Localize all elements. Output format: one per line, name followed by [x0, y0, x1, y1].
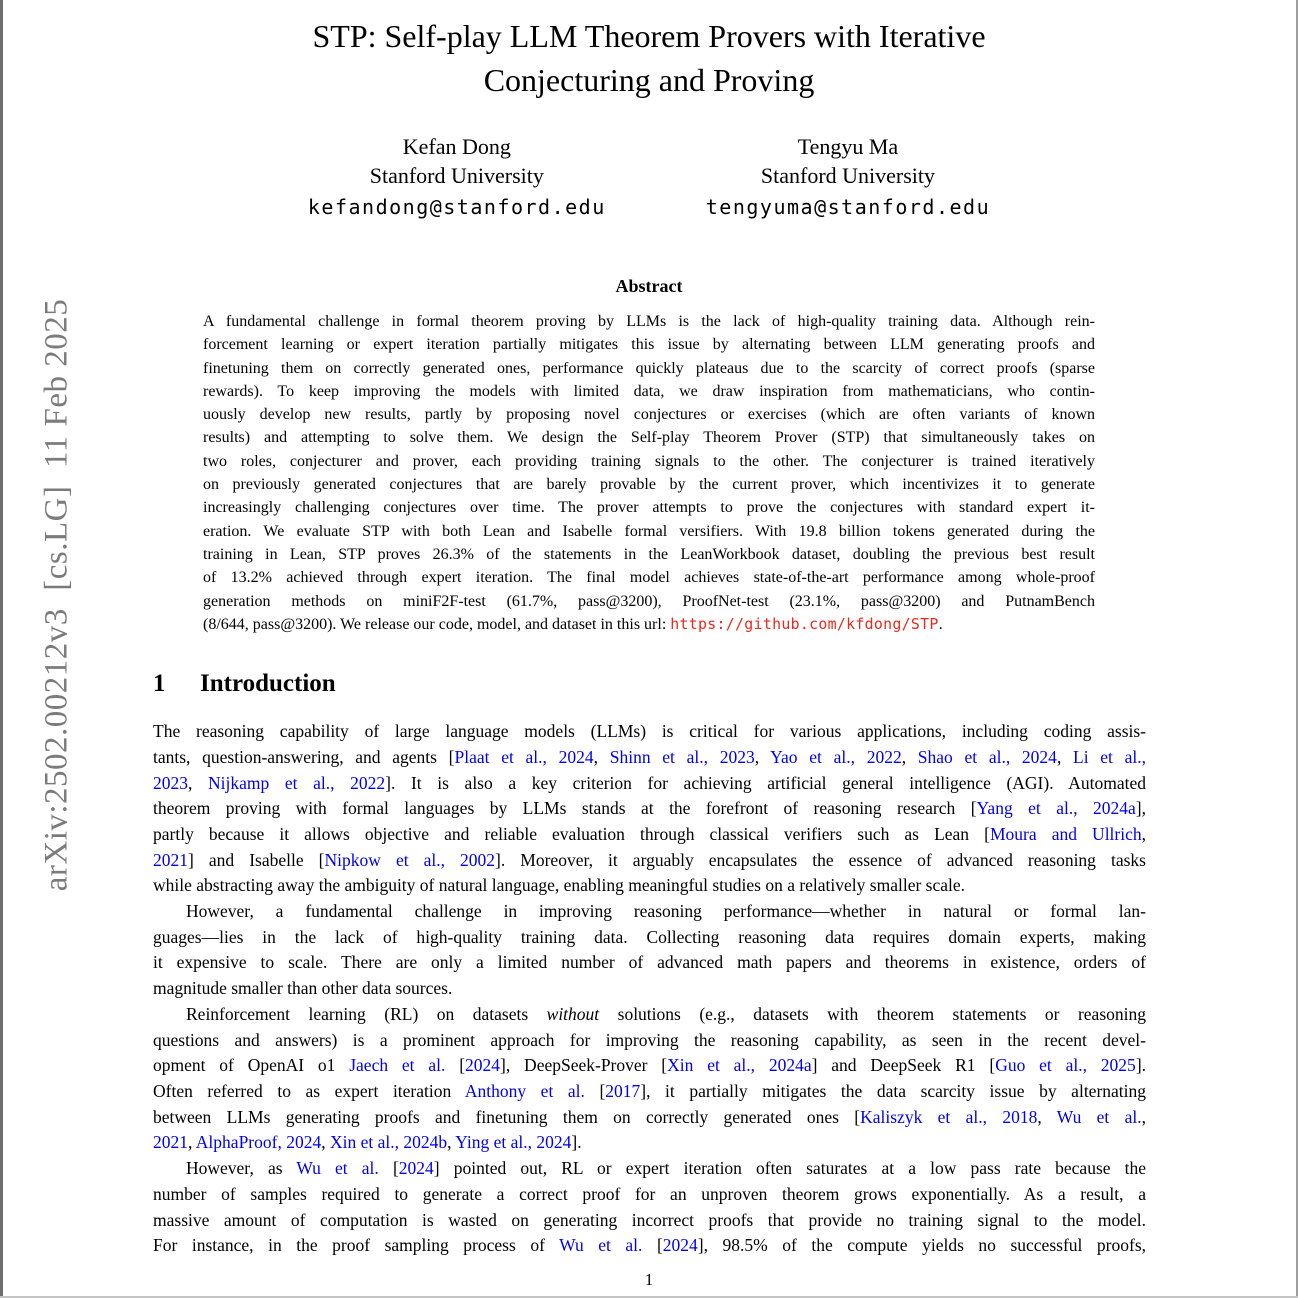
citation-link[interactable]: 2017 — [605, 1081, 641, 1101]
text-segment: without — [546, 1003, 600, 1024]
text-segment: rewards). To keep improving the models with limited data, we draw inspiration from mathematicians, who contin- — [203, 382, 1095, 400]
text-segment: results) and attempting to solve them. We design the Self-play Theorem Prover (STP) that simultaneously takes on — [203, 429, 1095, 447]
text-segment: Reinforcement learning (RL) on datasets — [186, 1003, 547, 1024]
text-line — [203, 613, 1095, 636]
citation-link[interactable]: Plaat et al., 2024 — [454, 746, 594, 767]
citation-link[interactable]: Shinn et al., 2023 — [609, 746, 755, 767]
text-line — [153, 745, 1146, 771]
paper-title-line1: STP: Self-play LLM Theorem Provers with Iterative — [312, 18, 986, 54]
text-segment: theorem proving with formal languages by LLMs stands at the forefront of reasoning research [ — [153, 798, 977, 819]
text-line — [153, 822, 1146, 848]
text-segment: , — [754, 746, 771, 767]
text-segment: ] and Isabelle [ — [188, 849, 325, 870]
section-heading-introduction — [153, 670, 1298, 698]
text-segment: ]. — [571, 1132, 582, 1153]
text-segment: However, as — [186, 1158, 297, 1179]
citation-link[interactable]: Yang et al., 2024a — [976, 798, 1136, 819]
text-segment: solutions (e.g., datasets with theorem statements or reasoning — [599, 1003, 1146, 1024]
paper-title — [149, 14, 1149, 102]
text-segment: . — [938, 615, 943, 633]
citation-link[interactable]: Guo et al., 2025 — [995, 1055, 1136, 1076]
abstract-text — [203, 310, 1095, 636]
text-segment: ]. Moreover, it arguably encapsulates the essence of advanced reasoning tasks — [495, 849, 1146, 870]
text-segment: while abstracting away the ambiguity of natural language, enabling meaningful studies on a relatively smaller scale. — [153, 875, 966, 896]
text-segment: , — [901, 746, 918, 767]
text-segment: between LLMs generating proofs and finetuning them on correctly generated ones [ — [153, 1106, 861, 1127]
text-segment: ]. — [1135, 1055, 1147, 1076]
citation-link[interactable]: Ying et al., 2024 — [455, 1132, 572, 1153]
url-link[interactable]: https://github.com/kfdong/STP — [670, 614, 939, 633]
citation-link[interactable]: 2023 — [153, 772, 188, 793]
text-line — [203, 590, 1095, 613]
text-line — [153, 1182, 1146, 1208]
citation-link[interactable]: Li et al., — [1073, 746, 1147, 767]
text-line — [153, 925, 1146, 951]
text-segment: [ — [445, 1055, 466, 1076]
text-segment: opment of OpenAI o1 — [153, 1055, 350, 1076]
author-1-email: kefandong@stanford.edu — [307, 195, 606, 219]
section-title: Introduction — [200, 670, 336, 698]
text-segment: [ — [584, 1081, 606, 1101]
text-segment: tants, question-answering, and agents [ — [153, 746, 455, 767]
text-line — [153, 1156, 1146, 1182]
citation-link[interactable]: Wu et al. — [559, 1235, 643, 1256]
citation-link[interactable]: Nijkamp et al., 2022 — [208, 772, 386, 793]
text-line — [153, 1208, 1146, 1234]
text-segment: number of samples required to generate a correct proof for an unproven theorem grows exponentially. As a result, a — [153, 1183, 1146, 1204]
author-2-email: tengyuma@stanford.edu — [705, 195, 991, 219]
text-segment: increasingly challenging conjectures over time. The prover attempts to prove the conjectures with standard expert it- — [203, 499, 1095, 517]
section-number: 1 — [153, 670, 166, 698]
text-segment: , — [593, 746, 610, 767]
citation-link[interactable]: Xin et al., 2024b — [329, 1132, 448, 1153]
text-segment: generation methods on miniF2F-test (61.7%, pass@3200), ProofNet-test (23.1%, pass@3200) and PutnamBench — [203, 592, 1095, 610]
text-line — [153, 873, 1146, 899]
text-line — [153, 950, 1146, 976]
text-segment: eration. We evaluate STP with both Lean and Isabelle formal versifiers. With 19.8 billion tokens generated during the — [203, 522, 1095, 540]
text-segment: ], 98.5% of the compute yields no successful proofs, — [697, 1235, 1147, 1256]
text-segment: two roles, conjecturer and prover, each providing training signals to the other. The conjecturer is trained iteratively — [203, 452, 1095, 470]
text-segment: (8/644, pass@3200). We release our code, model, and dataset in this url: — [203, 615, 671, 633]
text-line — [153, 1028, 1146, 1054]
text-segment: , — [1141, 1106, 1146, 1127]
citation-link[interactable]: 2021 — [153, 1132, 188, 1153]
author-2-affiliation: Stanford University — [760, 163, 936, 188]
text-line — [203, 450, 1095, 473]
text-segment: However, a fundamental challenge in improving reasoning performance—whether in natural or formal lan- — [186, 901, 1146, 922]
text-segment: partly because it allows objective and reliable evaluation through classical verifiers such as Lean [ — [153, 823, 990, 844]
paragraph — [153, 899, 1146, 1002]
author-1 — [308, 132, 606, 222]
arxiv-watermark: arXiv:2502.00212v3 [cs.LG] 11 Feb 2025 — [38, 298, 75, 892]
text-line — [203, 333, 1095, 356]
abstract-section — [203, 276, 1095, 636]
text-segment: ] pointed out, RL or expert iteration often saturates at a low pass rate because the — [433, 1158, 1147, 1179]
citation-link[interactable]: AlphaProof, 2024 — [195, 1132, 322, 1153]
text-segment: , — [1141, 823, 1146, 844]
citation-link[interactable]: 2021 — [153, 849, 188, 870]
text-segment: A fundamental challenge in formal theorem proving by LLMs is the lack of high-quality training data. Although rein- — [203, 313, 1095, 330]
text-line — [203, 310, 1095, 333]
citation-link[interactable]: Xin et al., 2024a — [667, 1055, 812, 1076]
text-segment: guages—lies in the lack of high-quality training data. Collecting reasoning data requires domain experts, making — [153, 926, 1146, 947]
text-segment: forcement learning or expert iteration partially mitigates this issue by alternating between LLM generating proofs and — [203, 336, 1095, 354]
citation-link[interactable]: 2024 — [465, 1055, 501, 1076]
author-1-name: Kefan Dong — [402, 134, 511, 159]
citation-link[interactable]: Kaliszyk et al., 2018 — [860, 1106, 1038, 1127]
text-segment: [ — [378, 1158, 399, 1179]
citation-link[interactable]: Shao et al., 2024 — [917, 746, 1057, 767]
page-left-border — [0, 0, 3, 1298]
text-line — [203, 380, 1095, 403]
paragraph — [153, 1156, 1146, 1259]
text-segment: , — [188, 1132, 196, 1153]
text-line — [153, 848, 1146, 874]
author-block — [0, 132, 1298, 222]
text-segment: , — [1056, 746, 1074, 767]
citation-link[interactable]: Wu et al. — [296, 1158, 379, 1179]
page-number: 1 — [644, 1270, 654, 1289]
text-line — [153, 1130, 1146, 1156]
citation-link[interactable]: Nipkow et al., 2002 — [324, 849, 496, 870]
text-segment: , — [1037, 1106, 1057, 1127]
paper-title-line2: Conjecturing and Proving — [483, 62, 815, 98]
citation-link[interactable]: 2024 — [662, 1235, 698, 1256]
citation-link[interactable]: Wu et al. — [1056, 1106, 1142, 1127]
text-segment: magnitude smaller than other data sources. — [153, 978, 453, 999]
text-line — [203, 473, 1095, 496]
introduction-body — [153, 719, 1146, 1259]
citation-link[interactable]: 2024 — [398, 1158, 434, 1179]
citation-link[interactable]: Anthony et al. — [464, 1081, 585, 1101]
text-segment: massive amount of computation is wasted on generating incorrect proofs that provide no training signal to the model. — [153, 1209, 1146, 1230]
text-segment: ], — [1135, 798, 1146, 819]
citation-link[interactable]: Yao et al., 2022 — [770, 746, 902, 767]
text-segment: , — [321, 1132, 330, 1153]
citation-link[interactable]: Moura and Ullrich — [989, 823, 1142, 844]
author-2 — [706, 132, 990, 222]
text-segment: of 13.2% achieved through expert iteration. The final model achieves state-of-the-art performance among whole-proof — [203, 569, 1095, 587]
text-segment: , — [447, 1132, 456, 1153]
text-line — [203, 357, 1095, 380]
text-segment: ] and DeepSeek R1 [ — [811, 1055, 996, 1076]
text-segment: it expensive to scale. There are only a limited number of advanced math papers and theorems in existence, orders of — [153, 952, 1146, 973]
text-line — [153, 719, 1146, 745]
text-line — [203, 520, 1095, 543]
text-line — [203, 426, 1095, 449]
text-segment: ], it partially mitigates the data scarcity issue by alternating — [640, 1081, 1147, 1101]
text-segment: Often referred to as expert iteration — [153, 1081, 465, 1101]
text-line — [153, 1053, 1146, 1079]
text-segment: uously develop new results, partly by proposing novel conjectures or exercises (which are often variants of known — [203, 406, 1095, 424]
paragraph — [153, 1002, 1146, 1156]
text-line — [203, 496, 1095, 519]
text-segment: finetuning them on correctly generated ones, performance quickly plateaus due to the scarcity of correct proofs (sparse — [203, 359, 1095, 377]
text-segment: questions and answers) is a prominent approach for improving the reasoning capability, as seen in the recent devel- — [153, 1029, 1146, 1050]
text-line — [153, 1233, 1146, 1259]
text-segment: on previously generated conjectures that are barely provable by the current prover, which incentivizes it to generate — [203, 476, 1095, 494]
text-line — [203, 403, 1095, 426]
text-segment: ]. It is also a key criterion for achieving artificial general intelligence (AGI). Automated — [385, 772, 1147, 793]
author-1-affiliation: Stanford University — [369, 163, 544, 188]
text-segment: , — [188, 772, 208, 793]
text-line — [153, 1105, 1146, 1131]
abstract-heading: Abstract — [615, 276, 683, 296]
text-line — [153, 899, 1146, 925]
text-segment: The reasoning capability of large language models (LLMs) is critical for various applications, including coding assis- — [153, 721, 1146, 742]
text-segment: training in Lean, STP proves 26.3% of the statements in the LeanWorkbook dataset, doubling the previous best result — [203, 545, 1095, 563]
author-2-name: Tengyu Ma — [797, 134, 899, 159]
citation-link[interactable]: Jaech et al. — [349, 1055, 446, 1076]
text-line — [153, 771, 1146, 797]
paragraph — [153, 719, 1146, 899]
text-line — [203, 566, 1095, 589]
text-line — [153, 796, 1146, 822]
text-line — [153, 976, 1146, 1002]
text-line — [153, 1079, 1146, 1105]
text-line — [153, 1002, 1146, 1028]
text-segment: [ — [642, 1235, 663, 1256]
text-segment: ], DeepSeek-Prover [ — [500, 1055, 668, 1076]
text-segment: For instance, in the proof sampling process of — [153, 1235, 560, 1256]
text-line — [203, 543, 1095, 566]
